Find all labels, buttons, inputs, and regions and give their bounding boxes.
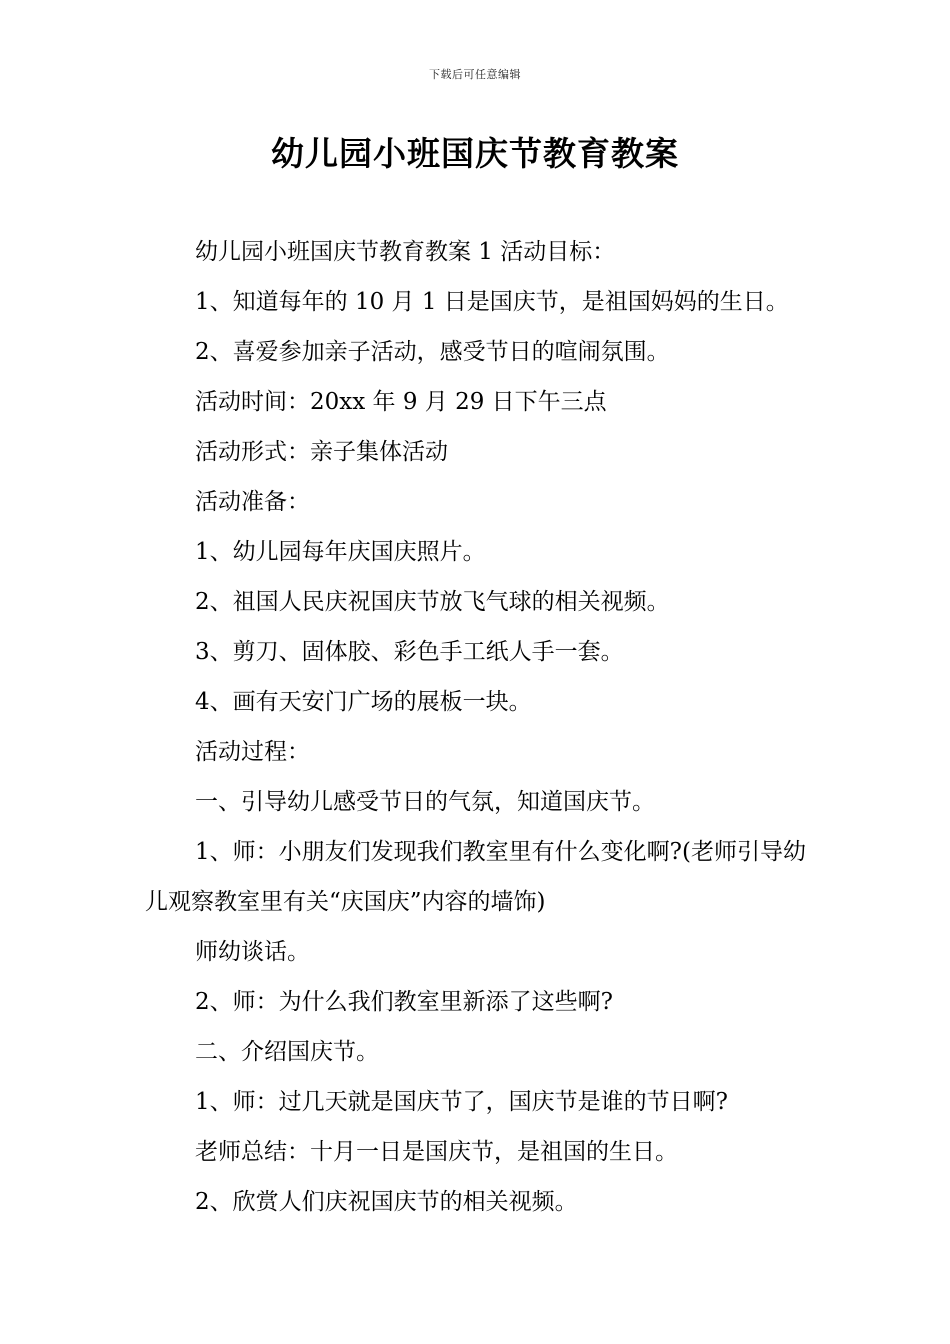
document-title: 幼儿园小班国庆节教育教案 (271, 134, 679, 173)
paragraph: 4、画有天安门广场的展板一块。 (195, 689, 532, 715)
paragraph: 活动形式：亲子集体活动 (195, 439, 448, 465)
paragraph: 老师总结：十月一日是国庆节，是祖国的生日。 (195, 1139, 678, 1165)
paragraph: 3、剪刀、固体胶、彩色手工纸人手一套。 (195, 639, 624, 665)
paragraph: 1、师：小朋友们发现我们教室里有什么变化啊?(老师引导幼儿观察教室里有关“庆国庆”内容的墙饰) (145, 839, 806, 915)
paragraph: 1、知道每年的 10 月 1 日是国庆节，是祖国妈妈的生日。 (195, 289, 789, 315)
paragraph: 2、祖国人民庆祝国庆节放飞气球的相关视频。 (195, 589, 670, 615)
paragraph: 二、介绍国庆节。 (195, 1039, 379, 1065)
paragraph: 2、师：为什么我们教室里新添了这些啊? (195, 989, 613, 1015)
paragraph: 幼儿园小班国庆节教育教案 1 活动目标： (195, 239, 616, 265)
paragraph: 活动过程： (195, 739, 310, 765)
paragraph: 2、喜爱参加亲子活动，感受节日的喧闹氛围。 (195, 339, 670, 365)
paragraph: 1、师：过几天就是国庆节了，国庆节是谁的节日啊? (195, 1089, 728, 1115)
header-note: 下载后可任意编辑 (429, 68, 521, 81)
paragraph: 活动准备： (195, 489, 310, 515)
paragraph: 2、欣赏人们庆祝国庆节的相关视频。 (195, 1189, 578, 1215)
paragraph: 1、幼儿园每年庆国庆照片。 (195, 539, 486, 565)
paragraph: 活动时间：20xx 年 9 月 29 日下午三点 (195, 389, 607, 415)
paragraph: 一、引导幼儿感受节日的气氛，知道国庆节。 (195, 789, 655, 815)
document-body (145, 227, 825, 1227)
paragraph: 师幼谈话。 (195, 939, 310, 965)
